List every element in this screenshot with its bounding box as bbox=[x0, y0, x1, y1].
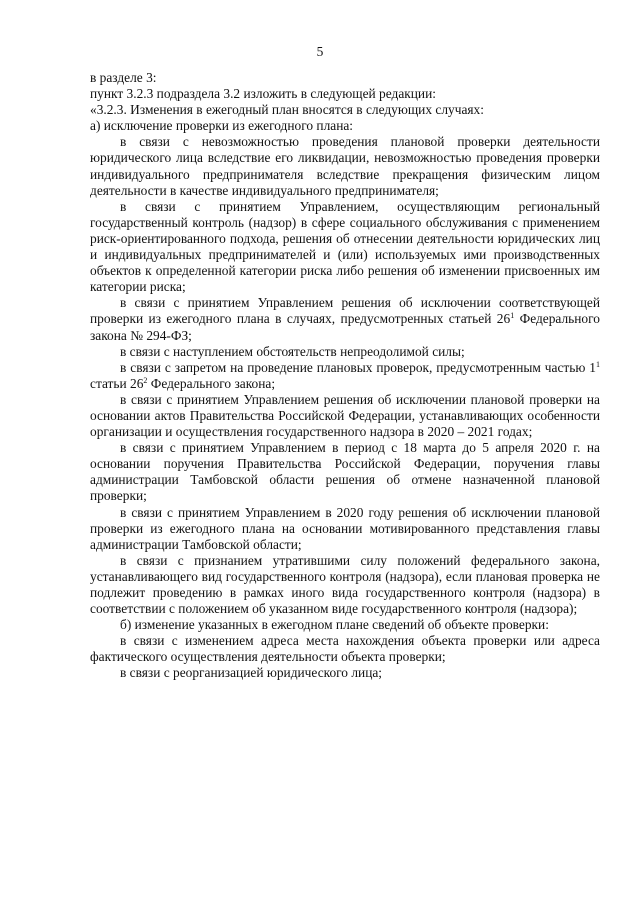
paragraph: в связи с принятием Управлением в 2020 году решения об исключении плановой проверки из ежегодного плана на основании мотивированного представления главы администрации Тамбовской области; bbox=[90, 504, 600, 552]
superscript: 1 bbox=[510, 311, 515, 321]
paragraph: «3.2.3. Изменения в ежегодный план вносятся в следующих случаях: bbox=[90, 102, 484, 118]
paragraph: в связи с реорганизацией юридического лица; bbox=[120, 665, 383, 681]
superscript: 2 bbox=[143, 375, 148, 385]
paragraph: в связи с наступлением обстоятельств непреодолимой силы; bbox=[120, 343, 465, 359]
paragraph bbox=[90, 360, 600, 392]
paragraph: в разделе 3: bbox=[90, 70, 157, 85]
paragraph: в связи с признанием утратившими силу положений федерального закона, устанавливающего вид государственного контроля (надзора), если плановая проверка не подлежит проведению в рамках иного вида государственного контроля (надзора) в соответствии с положением об указанном виде государственного контроля (надзора); bbox=[90, 552, 600, 617]
paragraph: пункт 3.2.3 подраздела 3.2 изложить в следующей редакции: bbox=[90, 86, 436, 102]
document-body bbox=[90, 70, 600, 682]
text-run: статьи 26 bbox=[90, 375, 144, 391]
paragraph: в связи с принятием Управлением, осуществляющим региональный государственный контроль (надзор) в сфере социального обслуживания с применением риск-ориентированного подхода, решения об отнесении деятельности юридических лиц и индивидуальных предпринимателей и (или) используемых ими производственных объектов к определенной категории риска либо решения об изменении присвоенных им категории риска; bbox=[90, 198, 600, 295]
text-run: Федерального закона; bbox=[147, 375, 276, 391]
paragraph bbox=[90, 295, 600, 343]
text-run: в связи с запретом на проведение плановых проверок, предусмотренным частью 1 bbox=[120, 359, 596, 375]
paragraph: в связи с изменением адреса места нахождения объекта проверки или адреса фактического осуществления деятельности объекта проверки; bbox=[90, 633, 600, 665]
text-run: статьей 26 bbox=[448, 311, 511, 327]
superscript: 1 bbox=[596, 359, 600, 369]
paragraph: в связи с принятием Управлением решения об исключении плановой проверки на основании актов Правительства Российской Федерации, устанавливающих особенности организации и осуществления государственного надзора в 2020 – 2021 годах; bbox=[90, 391, 600, 440]
paragraph: в связи с принятием Управлением в период с 18 марта до 5 апреля 2020 г. на основании поручения Правительства Российской Федерации, поручения главы администрации Тамбовской области решения об отмене назначенной плановой проверки; bbox=[90, 440, 600, 504]
text-run: Федерального закона № 294-ФЗ; bbox=[90, 311, 600, 343]
page-number: 5 bbox=[316, 44, 324, 59]
paragraph: б) изменение указанных в ежегодном плане сведений об объекте проверки: bbox=[120, 617, 549, 633]
paragraph: в связи с невозможностью проведения плановой проверки деятельности юридического лица вследствие его ликвидации, невозможностью проведения проверки индивидуального предпринимателя вследствие прекращения физическим лицом деятельности в качестве индивидуального предпринимателя; bbox=[90, 134, 600, 198]
text-run: в связи с принятием Управлением решения об исключении соответствующей проверки из ежегодного плана в случаях, предусмотренных bbox=[90, 295, 600, 327]
paragraph: а) исключение проверки из ежегодного плана: bbox=[90, 118, 354, 134]
